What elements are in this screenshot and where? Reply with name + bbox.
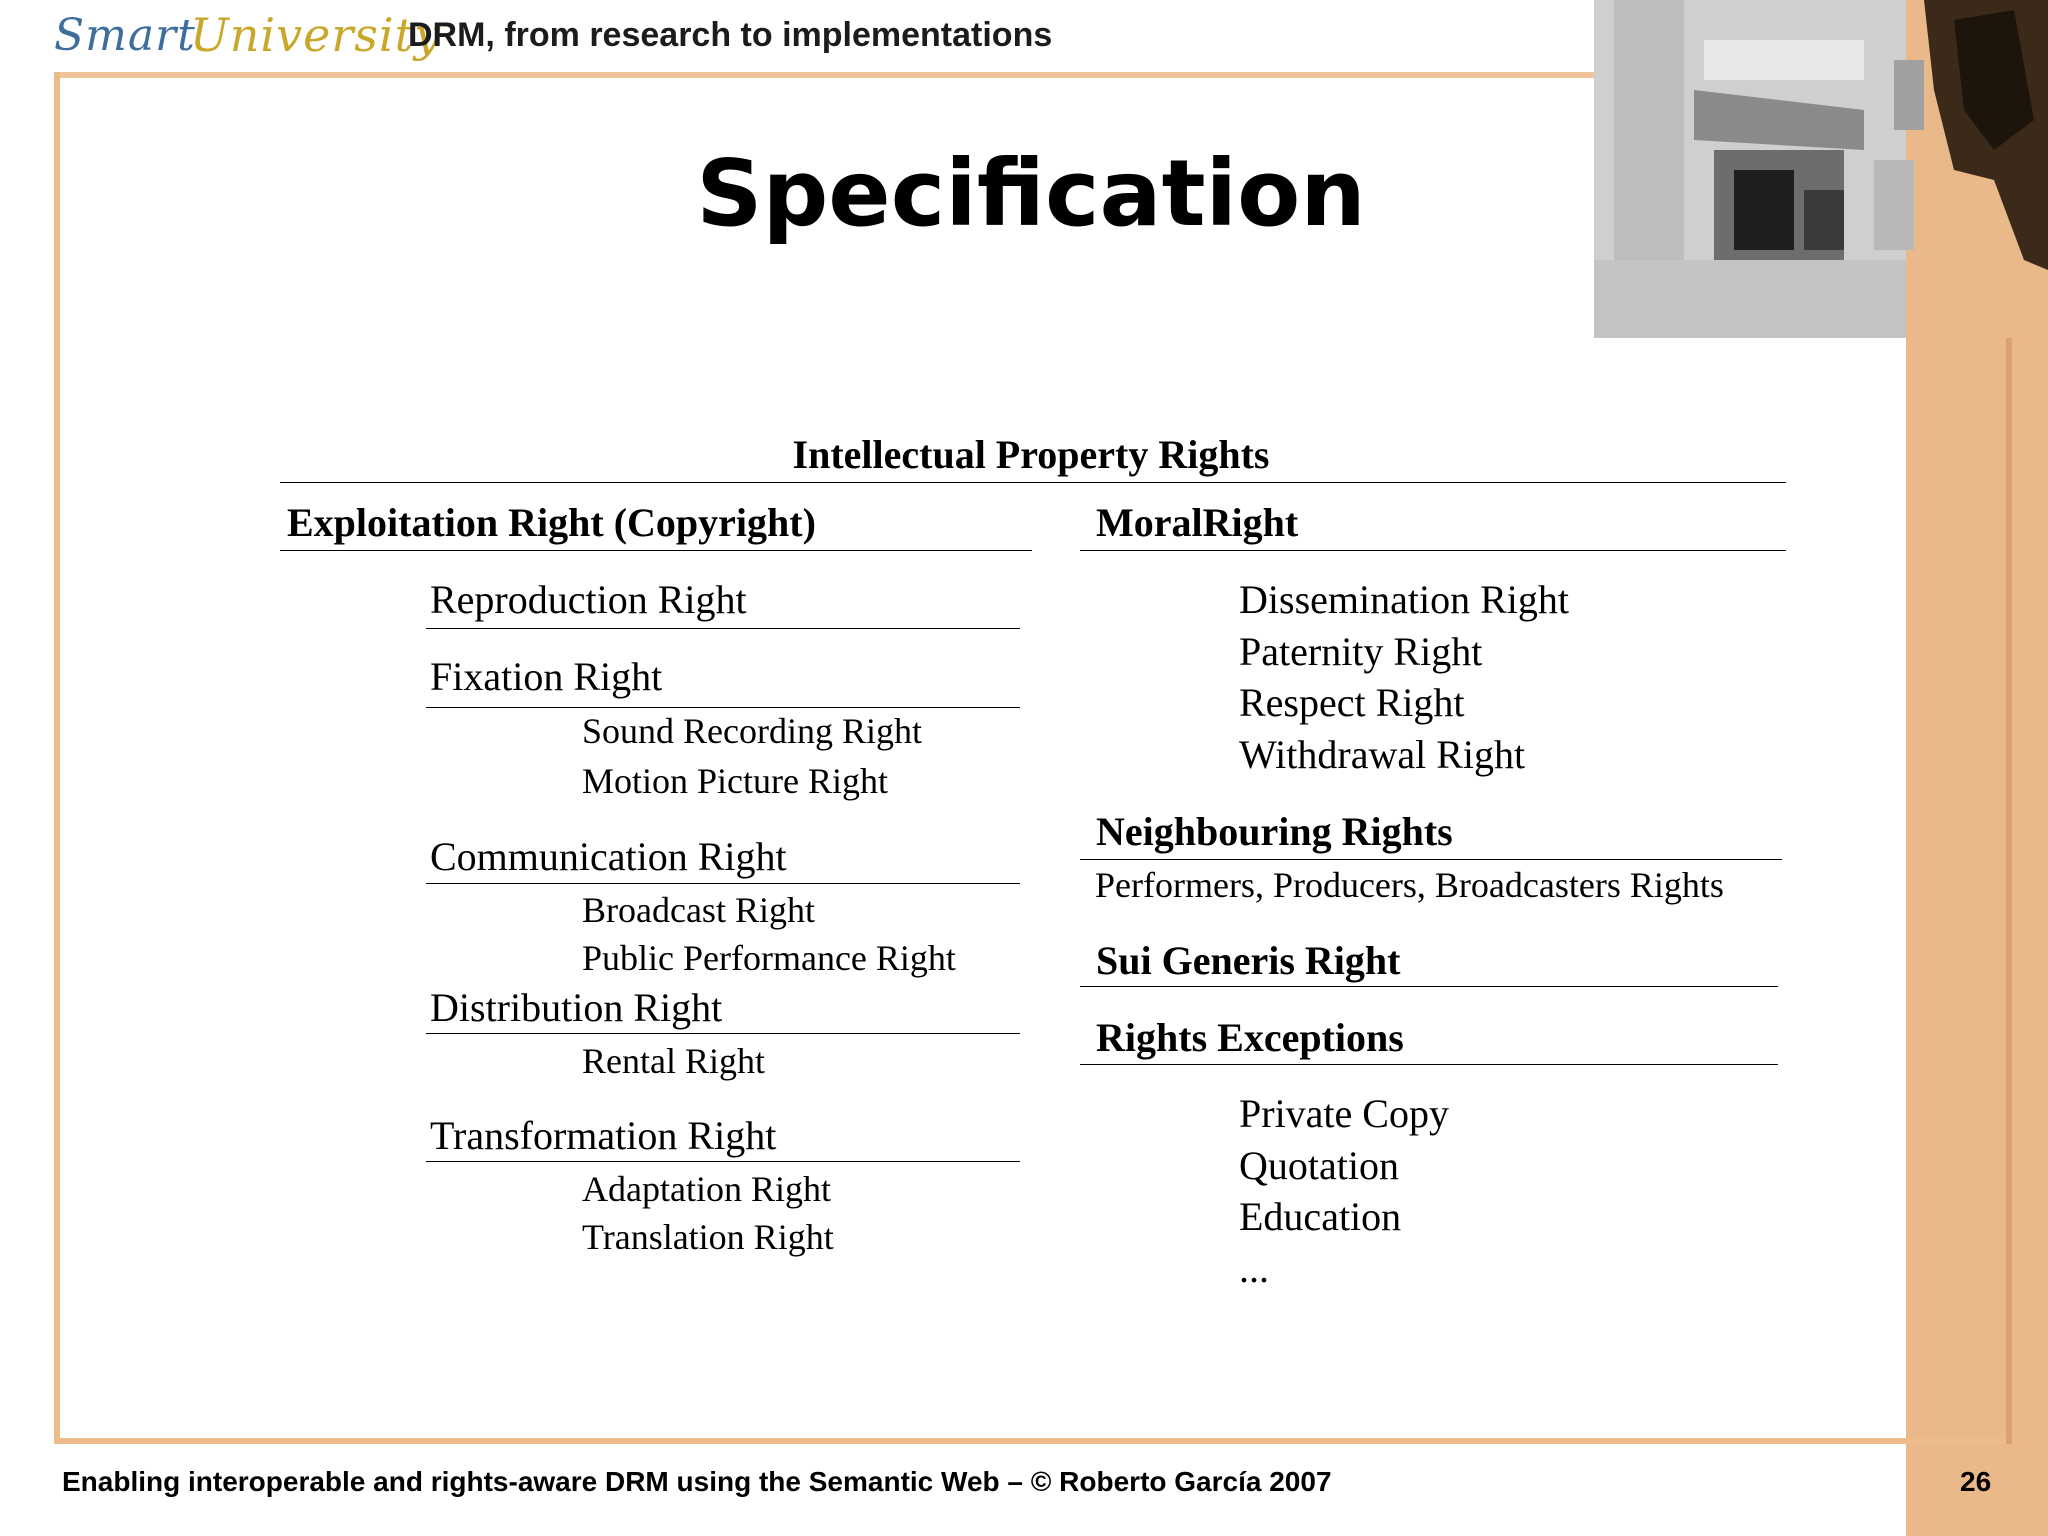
broadcast-right: Broadcast Right <box>582 890 815 930</box>
education: Education <box>1239 1194 1402 1239</box>
moral-divider <box>1080 550 1786 551</box>
communication-right: Communication Right <box>430 834 787 879</box>
rights-exceptions-heading: Rights Exceptions <box>1096 1015 1404 1060</box>
fixation-divider <box>426 707 1020 708</box>
footer-text: Enabling interoperable and rights-aware DRM using the Semantic Web – © Roberto García 2007 <box>62 1466 1332 1497</box>
distribution-divider <box>426 1033 1020 1034</box>
sui-generis-divider <box>1080 986 1778 987</box>
sound-recording-right: Sound Recording Right <box>582 711 922 751</box>
communication-divider <box>426 883 1020 884</box>
neighbouring-rights-heading: Neighbouring Rights <box>1096 809 1453 854</box>
slide-title: Specification <box>696 140 1366 247</box>
dissemination-right: Dissemination Right <box>1239 577 1569 622</box>
frame-bottom-border <box>54 1438 2014 1444</box>
transformation-right: Transformation Right <box>430 1113 777 1158</box>
motion-picture-right: Motion Picture Right <box>582 761 888 801</box>
translation-right: Translation Right <box>582 1217 834 1257</box>
neighbouring-rights-detail: Performers, Producers, Broadcasters Rights <box>1095 865 1724 905</box>
page-number: 26 <box>1960 1466 1992 1497</box>
rights-exceptions-divider <box>1080 1064 1778 1065</box>
moral-right-heading: MoralRight <box>1096 500 1299 545</box>
rental-right: Rental Right <box>582 1041 765 1081</box>
exploitation-divider <box>280 550 1032 551</box>
fixation-right: Fixation Right <box>430 654 663 699</box>
distribution-right: Distribution Right <box>430 985 723 1030</box>
frame-left-border <box>54 72 60 1444</box>
reproduction-right: Reproduction Right <box>430 577 747 622</box>
quotation: Quotation <box>1239 1143 1399 1188</box>
sui-generis-right-heading: Sui Generis Right <box>1096 938 1401 983</box>
exploitation-right-heading: Exploitation Right (Copyright) <box>287 500 816 545</box>
paternity-right: Paternity Right <box>1239 629 1483 674</box>
public-performance-right: Public Performance Right <box>582 938 956 978</box>
header-subtitle: DRM, from research to implementations <box>408 16 1053 54</box>
transformation-divider <box>426 1161 1020 1162</box>
neighbouring-divider <box>1080 859 1782 860</box>
reproduction-divider <box>426 628 1020 629</box>
root-divider <box>280 482 1786 483</box>
tree-root-label: Intellectual Property Rights <box>792 432 1270 477</box>
adaptation-right: Adaptation Right <box>582 1169 831 1209</box>
brand-smart: Smart <box>54 10 196 61</box>
withdrawal-right: Withdrawal Right <box>1239 732 1526 777</box>
exceptions-ellipsis: ... <box>1239 1246 1269 1291</box>
brand-university: University <box>190 8 442 62</box>
respect-right: Respect Right <box>1239 680 1465 725</box>
private-copy: Private Copy <box>1239 1091 1449 1136</box>
